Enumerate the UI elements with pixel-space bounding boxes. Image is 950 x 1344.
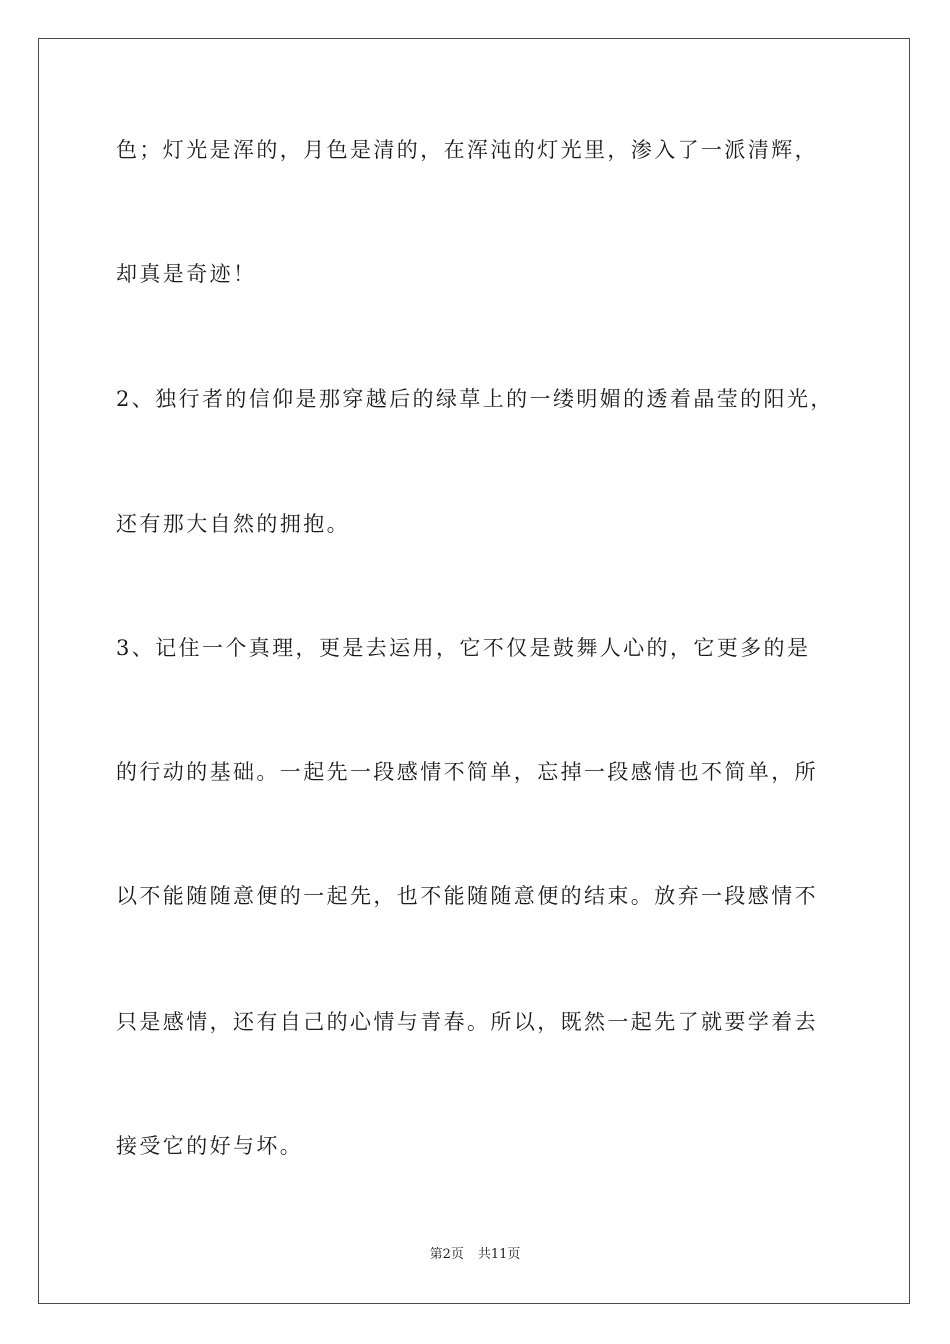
text-line: 色；灯光是浑的，月色是清的，在浑沌的灯光里，渗入了一派清辉， — [116, 138, 818, 162]
page-total: 共11页 — [477, 1247, 521, 1262]
text-line: 3、记住一个真理，更是去运用，它不仅是鼓舞人心的，它更多的是 — [116, 636, 811, 660]
text-line: 只是感情，还有自己的心情与青春。所以，既然一起先了就要学着去 — [116, 1010, 818, 1034]
text-line: 2、独行者的信仰是那穿越后的绿草上的一缕明媚的透着晶莹的阳光， — [116, 387, 834, 411]
text-line: 以不能随随意便的一起先，也不能随随意便的结束。放弃一段感情不 — [116, 884, 818, 908]
text-line: 的行动的基础。一起先一段感情不简单，忘掉一段感情也不简单，所 — [116, 760, 818, 784]
text-line: 还有那大自然的拥抱。 — [116, 512, 350, 536]
page-border — [38, 38, 910, 1304]
page-footer — [0, 1246, 950, 1264]
text-line: 却真是奇迹！ — [116, 262, 257, 286]
text-line: 接受它的好与坏。 — [116, 1134, 304, 1158]
page-number: 第2页 — [429, 1247, 464, 1262]
